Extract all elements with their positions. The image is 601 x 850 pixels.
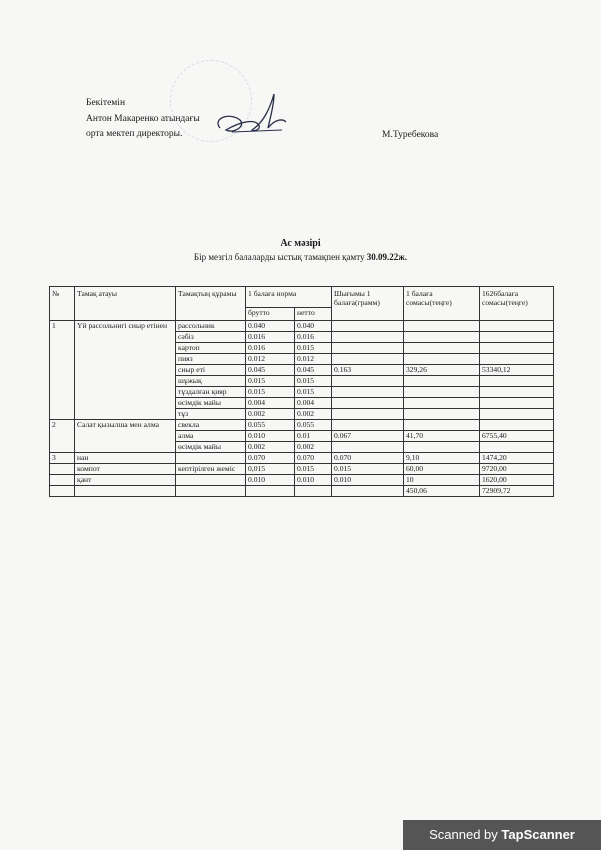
cell-total — [480, 332, 554, 343]
cell-total: 1620,00 — [480, 475, 554, 486]
header-row — [50, 287, 554, 308]
cell-cost: 0.070 — [332, 453, 404, 464]
cell-total — [480, 387, 554, 398]
cell-comp — [176, 475, 246, 486]
header-sum-total: 1626балаға сомасы(теңге) — [480, 287, 554, 321]
cell-cost — [332, 409, 404, 420]
cell-total: 9720,00 — [480, 464, 554, 475]
cell-name: нан — [75, 453, 176, 464]
cell-cost: 0.163 — [332, 365, 404, 376]
header-sum1: 1 балаға сомасы(теңге) — [404, 287, 480, 321]
cell-netto: 0.016 — [295, 332, 332, 343]
cell-sum1 — [404, 409, 480, 420]
director-name: М.Туребекова — [382, 130, 439, 140]
cell-num: 2 — [50, 420, 75, 453]
header-num: № — [50, 287, 75, 321]
cell-brutto: 0.040 — [246, 321, 295, 332]
header-netto: нетто — [295, 308, 332, 321]
cell-total — [480, 343, 554, 354]
table-row — [50, 475, 554, 486]
cell-brutto: 0.055 — [246, 420, 295, 431]
cell-brutto: 0.002 — [246, 442, 295, 453]
cell-comp: сәбіз — [176, 332, 246, 343]
cell-brutto: 0.012 — [246, 354, 295, 365]
cell-sum1 — [404, 387, 480, 398]
cell-netto: 0.015 — [295, 343, 332, 354]
cell-cost — [332, 420, 404, 431]
cell-cost — [332, 387, 404, 398]
cell-name: Салат қызылша мен алма — [75, 420, 176, 453]
cell-brutto: 0.045 — [246, 365, 295, 376]
cell-sum1 — [404, 398, 480, 409]
menu-table — [49, 286, 554, 497]
signature — [212, 88, 307, 140]
cell-brutto: 0.015 — [246, 387, 295, 398]
cell-cost: 0.015 — [332, 464, 404, 475]
cell-comp: пияз — [176, 354, 246, 365]
cell-brutto: 0.070 — [246, 453, 295, 464]
cell-comp: шұжық — [176, 376, 246, 387]
cell-total — [480, 409, 554, 420]
header-cost: Шығымы 1 балаға(грамм) — [332, 287, 404, 321]
cell-netto: 0.015 — [295, 387, 332, 398]
cell-comp: кептірілген жеміс — [176, 464, 246, 475]
cell-comp: тұздалған қияр — [176, 387, 246, 398]
cell-total — [480, 398, 554, 409]
cell-comp: свекла — [176, 420, 246, 431]
approval-block — [86, 96, 200, 143]
cell-brutto: 0.002 — [246, 409, 295, 420]
header-norm: 1 балаға норма — [246, 287, 332, 308]
approval-line-1: Бекітемін — [86, 98, 126, 108]
cell-sum1: 9,10 — [404, 453, 480, 464]
subtitle-date: 30.09.22ж. — [366, 252, 408, 262]
table-row — [50, 464, 554, 475]
cell-netto: 0.045 — [295, 365, 332, 376]
cell-sum1 — [404, 332, 480, 343]
scanner-watermark — [403, 820, 601, 850]
cell-comp: рассольник — [176, 321, 246, 332]
cell-cost: 0.010 — [332, 475, 404, 486]
cell-num — [50, 464, 75, 475]
total-sum1: 450,06 — [404, 486, 480, 497]
cell-num: 1 — [50, 321, 75, 420]
table-body — [50, 321, 554, 486]
table-row — [50, 420, 554, 431]
page-title: Ас мәзірі — [280, 238, 321, 249]
cell-total — [480, 442, 554, 453]
cell-name: Үй рассольнигі сиыр етінен — [75, 321, 176, 420]
cell-cost — [332, 376, 404, 387]
cell-cost — [332, 442, 404, 453]
cell-netto: 0.002 — [295, 409, 332, 420]
cell-sum1 — [404, 321, 480, 332]
cell-comp: сиыр еті — [176, 365, 246, 376]
cell-brutto: 0.010 — [246, 475, 295, 486]
cell-num — [50, 475, 75, 486]
cell-sum1: 41,70 — [404, 431, 480, 442]
cell-comp: алма — [176, 431, 246, 442]
scanner-prefix: Scanned by — [429, 827, 498, 842]
cell-cost — [332, 398, 404, 409]
cell-brutto: 0.016 — [246, 332, 295, 343]
cell-netto: 0.070 — [295, 453, 332, 464]
cell-comp — [176, 453, 246, 464]
approval-line-2: Антон Макаренко атындағы — [86, 113, 200, 124]
totals-row — [50, 486, 554, 497]
cell-comp: өсімдік майы — [176, 442, 246, 453]
cell-netto: 0.015 — [295, 376, 332, 387]
cell-cost — [332, 343, 404, 354]
cell-sum1: 60,00 — [404, 464, 480, 475]
cell-num: 3 — [50, 453, 75, 464]
cell-netto: 0.010 — [295, 475, 332, 486]
cell-comp: тұз — [176, 409, 246, 420]
cell-brutto: 0.015 — [246, 376, 295, 387]
cell-netto: 0.040 — [295, 321, 332, 332]
cell-total: 6755,40 — [480, 431, 554, 442]
cell-cost: 0.067 — [332, 431, 404, 442]
table-row — [50, 321, 554, 332]
cell-cost — [332, 332, 404, 343]
cell-netto: 0.002 — [295, 442, 332, 453]
cell-netto: 0.015 — [295, 464, 332, 475]
cell-sum1 — [404, 376, 480, 387]
page-subtitle — [0, 252, 601, 262]
cell-comp: өсімдік майы — [176, 398, 246, 409]
cell-total: 1474,20 — [480, 453, 554, 464]
header-brutto: брутто — [246, 308, 295, 321]
cell-sum1 — [404, 420, 480, 431]
cell-cost — [332, 321, 404, 332]
cell-brutto: 0.004 — [246, 398, 295, 409]
cell-sum1 — [404, 354, 480, 365]
cell-name: компот — [75, 464, 176, 475]
cell-sum1: 329,26 — [404, 365, 480, 376]
cell-total — [480, 376, 554, 387]
table-row — [50, 453, 554, 464]
cell-total — [480, 420, 554, 431]
cell-netto: 0.01 — [295, 431, 332, 442]
cell-brutto: 0.010 — [246, 431, 295, 442]
cell-netto: 0.004 — [295, 398, 332, 409]
header-composition: Тамақтың құрамы — [176, 287, 246, 321]
approval-line-3: орта мектеп директоры. — [86, 129, 183, 139]
cell-cost — [332, 354, 404, 365]
cell-sum1: 10 — [404, 475, 480, 486]
cell-brutto: 0,015 — [246, 464, 295, 475]
subtitle-text: Бір мезгіл балаларды ыстық тамақпен қамту — [193, 252, 365, 262]
scanner-brand: TapScanner — [501, 827, 575, 842]
header-name: Тамақ атауы — [75, 287, 176, 321]
cell-netto: 0.012 — [295, 354, 332, 365]
cell-total — [480, 321, 554, 332]
cell-sum1 — [404, 442, 480, 453]
cell-comp: картоп — [176, 343, 246, 354]
total-sum: 72909,72 — [480, 486, 554, 497]
cell-total — [480, 354, 554, 365]
cell-total: 53340,12 — [480, 365, 554, 376]
cell-brutto: 0.016 — [246, 343, 295, 354]
cell-name: қант — [75, 475, 176, 486]
cell-sum1 — [404, 343, 480, 354]
cell-netto: 0.055 — [295, 420, 332, 431]
